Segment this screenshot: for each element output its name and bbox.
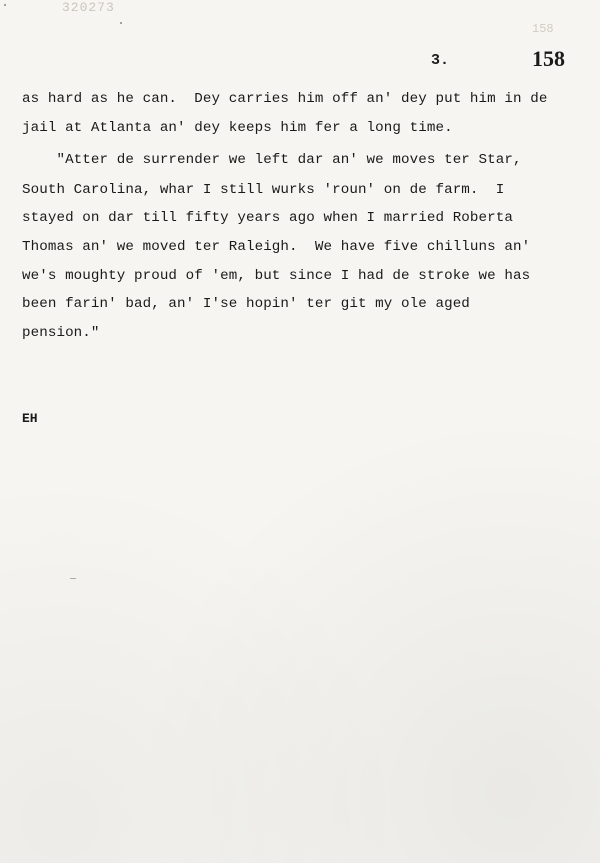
text-line-5: stayed on dar till fifty years ago when I married Roberta	[22, 210, 513, 226]
text-line-8: been farin' bad, an' I'se hopin' ter git my ole aged	[22, 296, 470, 312]
speck-mark	[70, 578, 76, 579]
page-number: 3.	[431, 52, 450, 69]
archive-stamp-top: 320273	[62, 0, 115, 15]
text-line-6: Thomas an' we moved ter Raleigh. We have five chilluns an'	[22, 239, 531, 255]
archive-stamp-right: 158	[532, 22, 554, 36]
text-line-4: South Carolina, whar I still wurks 'roun' on de farm. I	[22, 182, 505, 198]
text-line-2: jail at Atlanta an' dey keeps him fer a long time.	[22, 120, 453, 136]
text-line-9: pension."	[22, 325, 100, 341]
speck-mark	[120, 22, 122, 24]
typist-initials: EH	[22, 411, 38, 426]
text-line-1: as hard as he can. Dey carries him off an' dey put him in de	[22, 91, 548, 107]
speck-mark	[4, 4, 6, 6]
text-line-3: "Atter de surrender we left dar an' we moves ter Star,	[22, 152, 522, 168]
text-line-7: we's moughty proud of 'em, but since I had de stroke we has	[22, 268, 531, 284]
folio-number: 158	[532, 46, 565, 71]
